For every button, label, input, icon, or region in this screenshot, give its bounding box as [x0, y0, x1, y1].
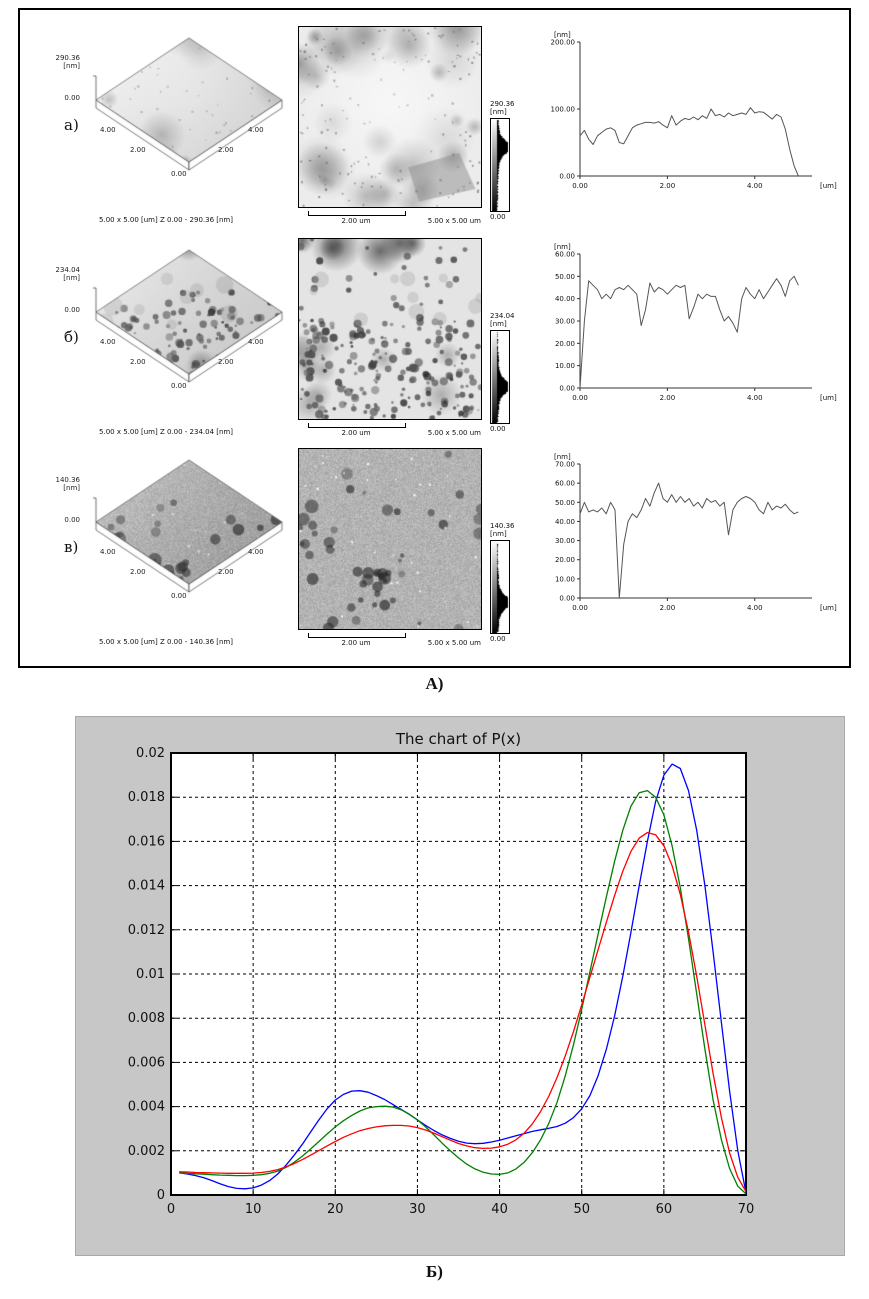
y-tick-label: 20.00	[554, 339, 575, 348]
color-scale	[490, 312, 538, 433]
z-axis-unit-label: [nm]	[63, 274, 80, 282]
y-tick-label: 200.00	[550, 38, 575, 47]
color-scale-max-label: 234.04	[490, 312, 515, 320]
y-tick-label: 10.00	[554, 362, 575, 371]
profile-axes	[580, 42, 812, 176]
panel-a-label: А)	[425, 674, 444, 693]
image-size-label: 5.00 x 5.00 um	[427, 429, 481, 437]
z-axis-min-label: 0.00	[64, 516, 80, 524]
x-tick-label: 40	[491, 1202, 508, 1217]
px-chart	[76, 717, 846, 1255]
color-scale-max-label: 290.36	[490, 100, 515, 108]
x-axis-unit-label: [um]	[820, 604, 837, 612]
y-tick-label: 10.00	[554, 575, 575, 584]
axis-3d-tick-label: 2.00	[130, 146, 146, 154]
x-tick-label: 10	[244, 1202, 262, 1217]
axis-3d-tick-label: 4.00	[100, 126, 116, 134]
afm-3d-caption: 5.00 x 5.00 [um] Z 0.00 - 234.04 [nm]	[99, 428, 233, 436]
x-tick-label: 50	[573, 1202, 590, 1217]
height-profile-line	[580, 483, 798, 598]
afm-3d-image	[84, 446, 294, 606]
panel-a-afm-figure	[18, 8, 851, 668]
afm-3d-image	[84, 24, 294, 184]
x-tick-label: 0.00	[572, 182, 588, 190]
axis-3d-tick-label: 4.00	[100, 548, 116, 556]
axis-3d-tick-label: 0.00	[171, 382, 187, 390]
afm-3d-caption: 5.00 x 5.00 [um] Z 0.00 - 290.36 [nm]	[99, 216, 233, 224]
color-scale-bar	[490, 118, 510, 212]
y-tick-label: 0.004	[127, 1099, 165, 1115]
y-tick-label: 0.002	[127, 1143, 165, 1159]
axis-3d-tick-label: 4.00	[248, 338, 264, 346]
y-tick-label: 50.00	[554, 498, 575, 507]
y-tick-label: 40.00	[554, 517, 575, 526]
z-axis-unit-label: [nm]	[63, 62, 80, 70]
afm-2d-view	[292, 18, 544, 230]
color-scale-bar	[490, 540, 510, 634]
y-tick-label: 0	[156, 1188, 165, 1203]
height-profile-line	[580, 276, 798, 388]
z-axis-max-label: 234.04	[55, 266, 80, 274]
y-tick-label: 60.00	[554, 250, 575, 259]
color-scale-max-label: 140.36	[490, 522, 515, 530]
afm-3d-caption: 5.00 x 5.00 [um] Z 0.00 - 140.36 [nm]	[99, 638, 233, 646]
scale-bar	[308, 423, 406, 428]
afm-row-1	[20, 18, 849, 230]
color-scale-min-label: 0.00	[490, 425, 506, 433]
panel-b-chart	[75, 716, 845, 1256]
y-tick-label: 0.01	[136, 967, 165, 982]
afm-2d-image	[298, 448, 482, 630]
x-tick-label: 4.00	[746, 182, 763, 190]
afm-3d-view	[28, 440, 300, 652]
z-axis-max-label: 290.36	[55, 54, 80, 62]
row-label: б)	[64, 328, 79, 346]
axis-3d-tick-label: 2.00	[130, 358, 146, 366]
y-tick-label: 0.016	[127, 834, 165, 850]
axis-3d-tick-label: 4.00	[100, 338, 116, 346]
height-profile-chart	[540, 240, 850, 435]
color-scale-min-label: 0.00	[490, 213, 506, 221]
x-tick-label: 20	[327, 1202, 344, 1217]
y-axis-unit-label: [nm]	[554, 243, 571, 251]
height-profile-line	[580, 108, 798, 176]
y-tick-label: 0.018	[127, 790, 165, 806]
height-profile-chart-svg	[540, 240, 850, 435]
y-axis-unit-label: [nm]	[554, 31, 571, 39]
z-axis-max-label: 140.36	[55, 476, 80, 484]
axis-3d-tick-label: 4.00	[248, 548, 264, 556]
panel-b-label: Б)	[426, 1262, 443, 1281]
axis-3d-tick-label: 2.00	[218, 358, 234, 366]
axis-3d-tick-label: 2.00	[218, 568, 234, 576]
y-tick-label: 0.00	[559, 172, 575, 181]
afm-row-3	[20, 440, 849, 652]
height-profile-chart	[540, 28, 850, 223]
y-tick-label: 0.008	[127, 1011, 165, 1027]
y-tick-label: 0.012	[127, 922, 165, 938]
axis-3d-tick-label: 2.00	[218, 146, 234, 154]
y-tick-label: 40.00	[554, 295, 575, 304]
y-tick-label: 50.00	[554, 272, 575, 281]
color-scale-unit-label: [nm]	[490, 108, 507, 116]
color-scale	[490, 522, 538, 643]
color-scale-unit-label: [nm]	[490, 530, 507, 538]
afm-2d-view	[292, 440, 544, 652]
afm-2d-image	[298, 26, 482, 208]
scale-bar	[308, 211, 406, 216]
color-scale-unit-label: [nm]	[490, 320, 507, 328]
z-axis-min-label: 0.00	[64, 94, 80, 102]
height-profile-chart-svg	[540, 28, 850, 223]
x-tick-label: 70	[737, 1202, 755, 1217]
y-tick-label: 70.00	[554, 460, 575, 469]
color-scale-bar	[490, 330, 510, 424]
x-axis-unit-label: [um]	[820, 394, 837, 402]
z-axis-min-label: 0.00	[64, 306, 80, 314]
image-size-label: 5.00 x 5.00 um	[427, 217, 481, 225]
color-scale-min-label: 0.00	[490, 635, 506, 643]
image-size-label: 5.00 x 5.00 um	[427, 639, 481, 647]
y-tick-label: 0.006	[127, 1055, 165, 1071]
color-scale	[490, 100, 538, 221]
scale-bar-label: 2.00 um	[341, 217, 371, 225]
x-tick-label: 0.00	[572, 394, 588, 402]
x-tick-label: 2.00	[659, 182, 676, 190]
x-axis-unit-label: [um]	[820, 182, 837, 190]
axis-3d-tick-label: 0.00	[171, 592, 187, 600]
scale-bar-label: 2.00 um	[341, 639, 371, 647]
scale-bar-label: 2.00 um	[341, 429, 371, 437]
afm-2d-view	[292, 230, 544, 442]
afm-2d-image	[298, 238, 482, 420]
x-tick-label: 60	[655, 1202, 673, 1217]
row-label: в)	[64, 538, 79, 556]
chart-title: The chart of P(x)	[395, 730, 522, 748]
afm-row-2	[20, 230, 849, 442]
height-profile-chart	[540, 450, 850, 645]
axis-3d-tick-label: 4.00	[248, 126, 264, 134]
x-tick-label: 4.00	[746, 604, 763, 612]
y-tick-label: 0.014	[127, 878, 165, 894]
height-profile-chart-svg	[540, 450, 850, 645]
x-tick-label: 30	[409, 1202, 426, 1217]
axis-3d-tick-label: 2.00	[130, 568, 146, 576]
row-label: а)	[64, 116, 79, 134]
x-tick-label: 0.00	[572, 604, 588, 612]
z-axis-unit-label: [nm]	[63, 484, 80, 492]
scale-bar	[308, 633, 406, 638]
profile-axes	[580, 464, 812, 598]
afm-3d-view	[28, 230, 300, 442]
y-tick-label: 20.00	[554, 556, 575, 565]
y-tick-label: 60.00	[554, 479, 575, 488]
y-tick-label: 0.00	[559, 384, 575, 393]
y-tick-label: 0.02	[136, 746, 165, 761]
y-tick-label: 0.00	[559, 594, 575, 603]
profile-axes	[580, 254, 812, 388]
y-tick-label: 30.00	[554, 317, 575, 326]
x-tick-label: 4.00	[746, 394, 763, 402]
x-tick-label: 0	[166, 1202, 176, 1217]
x-tick-label: 2.00	[659, 394, 676, 402]
y-tick-label: 100.00	[550, 105, 575, 114]
y-axis-unit-label: [nm]	[554, 453, 571, 461]
x-tick-label: 2.00	[659, 604, 676, 612]
afm-3d-image	[84, 236, 294, 396]
axis-3d-tick-label: 0.00	[171, 170, 187, 178]
afm-3d-view	[28, 18, 300, 230]
y-tick-label: 30.00	[554, 537, 575, 546]
